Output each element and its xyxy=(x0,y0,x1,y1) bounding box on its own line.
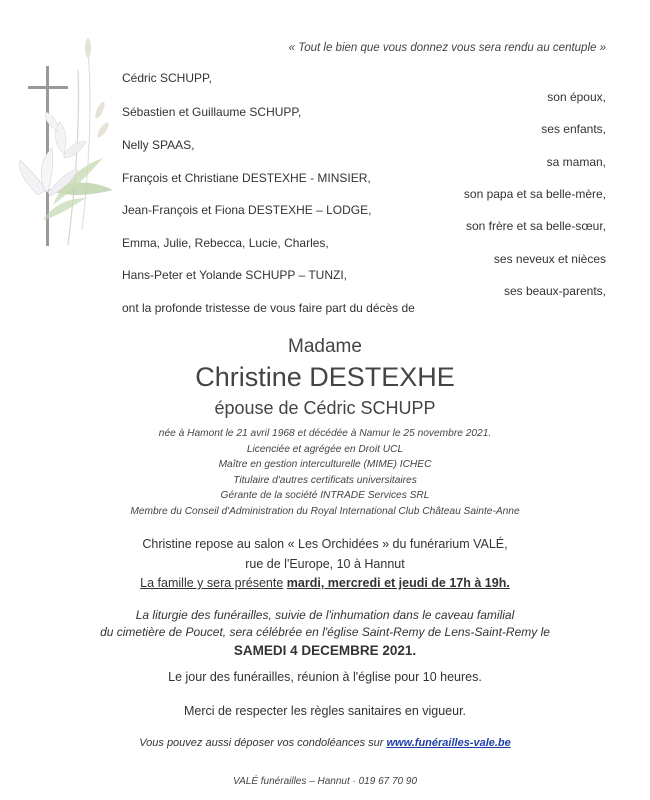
family-name-7: Hans-Peter et Yolande SCHUPP – TUNZI, xyxy=(122,268,347,282)
family-name-6: Emma, Julie, Rebecca, Lucie, Charles, xyxy=(122,236,329,250)
liturgy-line-1: La liturgie des funérailles, suivie de l'inhumation dans le caveau familial xyxy=(135,608,515,622)
deceased-name: Christine DESTEXHE xyxy=(195,362,455,392)
funeral-date: SAMEDI 4 DECEMBRE 2021. xyxy=(233,643,417,658)
repose-line-2: rue de l'Europe, 10 à Hannut xyxy=(245,556,405,571)
relation-5: son frère et sa belle-sœur, xyxy=(465,219,606,233)
relation-4: son papa et sa belle-mère, xyxy=(463,187,606,201)
repose-line-3 xyxy=(0,574,650,594)
repose-line-1: Christine repose au salon « Les Orchidées » du funérarium VALÉ, xyxy=(142,537,508,551)
family-name-1: Cédric SCHUPP, xyxy=(122,71,212,85)
relation-7: ses beaux-parents, xyxy=(503,284,606,298)
bio-line-3: Maître en gestion interculturelle (MIME) ICHEC xyxy=(218,459,432,471)
liturgy-line-2: du cimetière de Poucet, sera célébrée en l'église Saint-Remy de Lens-Saint-Remy le xyxy=(100,625,550,639)
relation-6: ses neveux et nièces xyxy=(493,252,606,266)
relation-1: son époux, xyxy=(547,90,606,104)
biography xyxy=(0,426,650,520)
bio-line-1: née à Hamont le 21 avril 1968 et décédée à Namur le 25 novembre 2021. xyxy=(158,428,492,439)
deceased-spouse: épouse de Cédric SCHUPP xyxy=(214,398,436,418)
family-name-4: François et Christiane DESTEXHE - MINSIER, xyxy=(122,171,371,185)
sanitary-rules: Merci de respecter les règles sanitaires en vigueur. xyxy=(183,704,467,718)
announcement-line: ont la profonde tristesse de vous faire part du décès de xyxy=(122,301,415,315)
relation-3: sa maman, xyxy=(546,155,606,169)
footer: VALÉ funérailles – Hannut · 019 67 70 90 xyxy=(232,776,418,787)
bio-line-4: Titulaire d'autres certificats universitaires xyxy=(233,474,417,486)
visitation-info xyxy=(0,535,650,594)
family-name-5: Jean-François et Fiona DESTEXHE – LODGE, xyxy=(122,203,372,217)
bio-line-5: Gérante de la société INTRADE Services SRL xyxy=(220,490,430,502)
bio-line-2: Licenciée et agrégée en Droit UCL xyxy=(246,443,404,455)
deceased-title: Madame xyxy=(288,336,362,357)
bio-line-6: Membre du Conseil d'Administration du Royal International Club Château Sainte-Anne xyxy=(130,505,520,517)
relation-2: ses enfants, xyxy=(541,122,606,136)
visitation-hours: mardi, mercredi et jeudi de 17h à 19h. xyxy=(286,576,510,590)
cross-and-lily-decoration xyxy=(8,30,118,260)
family-presence-label: La famille y sera présente xyxy=(140,576,284,590)
family-name-2: Sébastien et Guillaume SCHUPP, xyxy=(122,105,302,119)
condolences-link[interactable]: www.funérailles-vale.be xyxy=(386,737,511,749)
condolences-text: Vous pouvez aussi déposer vos condoléances sur xyxy=(139,737,384,749)
condolences-line xyxy=(0,737,650,749)
family-name-3: Nelly SPAAS, xyxy=(122,138,195,152)
liturgy-info xyxy=(0,607,650,641)
church-meeting: Le jour des funérailles, réunion à l'église pour 10 heures. xyxy=(168,670,482,684)
quote: « Tout le bien que vous donnez vous sera rendu au centuple » xyxy=(288,42,606,54)
